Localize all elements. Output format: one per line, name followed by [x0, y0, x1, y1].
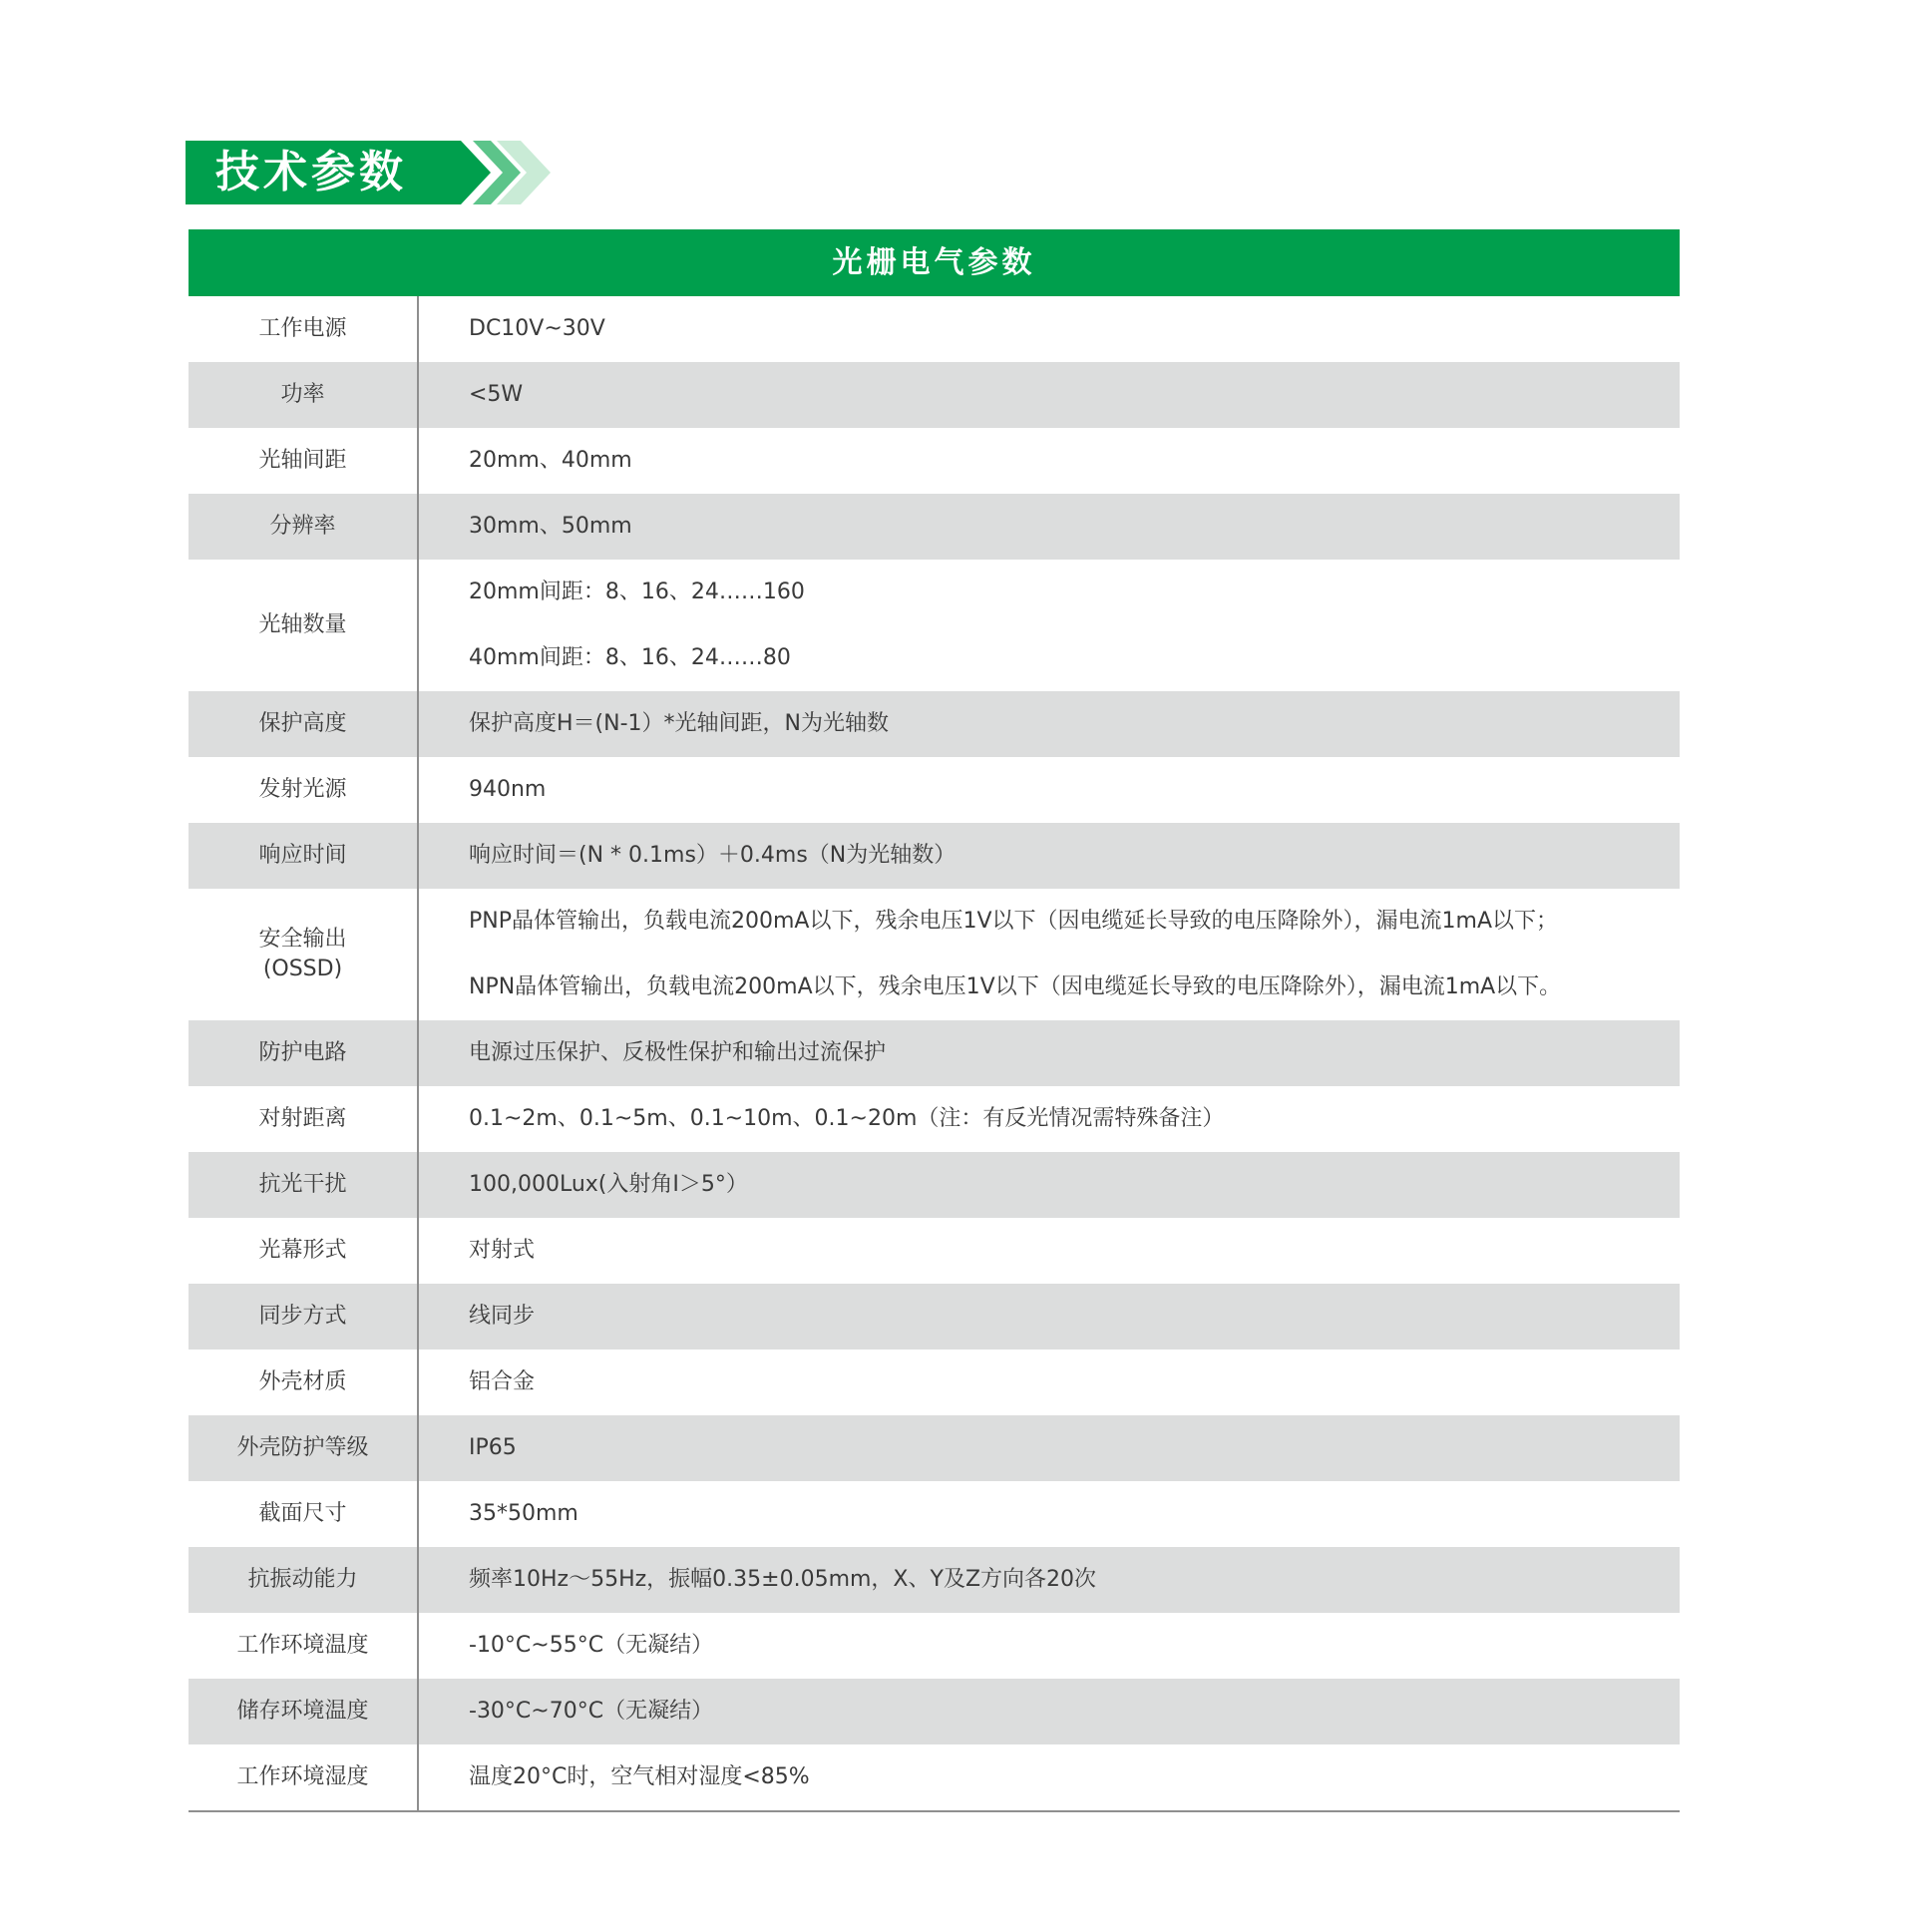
param-value-line: 保护高度H＝(N-1）*光轴间距，N为光轴数 [469, 711, 889, 736]
table-row [189, 362, 1680, 428]
param-label-text [269, 512, 335, 542]
param-label [189, 1152, 419, 1218]
param-label [189, 757, 419, 823]
param-value-line: 响应时间＝(N * 0.1ms）＋0.4ms（N为光轴数） [469, 843, 957, 868]
table-row [189, 1152, 1680, 1218]
param-value-line: 20mm、40mm [469, 448, 632, 473]
table-body [189, 296, 1680, 1810]
param-label-text [258, 1170, 346, 1200]
table-row [189, 296, 1680, 362]
param-value [419, 494, 1680, 560]
param-value [419, 560, 1680, 691]
param-value-line: 电源过压保护、反极性保护和输出过流保护 [469, 1040, 887, 1065]
param-label-text [258, 841, 346, 871]
param-label-line: 储存环境温度 [236, 1699, 369, 1724]
param-label-text [258, 1104, 346, 1134]
param-value [419, 757, 1680, 823]
param-label-text [236, 1697, 368, 1727]
param-label-line: 截面尺寸 [258, 1501, 347, 1526]
param-value [419, 1152, 1680, 1218]
param-label [189, 1086, 419, 1152]
param-label [189, 1020, 419, 1086]
param-label [189, 560, 419, 691]
param-value-line: 线同步 [469, 1304, 536, 1329]
param-label [189, 1284, 419, 1350]
param-label [189, 1613, 419, 1679]
param-value-line: -10°C~55°C（无凝结） [469, 1633, 714, 1658]
table-row [189, 494, 1680, 560]
param-value-line: 频率10Hz～55Hz，振幅0.35±0.05mm，X、Y及Z方向各20次 [469, 1567, 1097, 1592]
param-label-line: 响应时间 [258, 843, 347, 868]
param-value [419, 1284, 1680, 1350]
table-row [189, 1020, 1680, 1086]
param-label-line: 外壳防护等级 [236, 1435, 369, 1460]
table-row [189, 757, 1680, 823]
param-value-line: 35*50mm [469, 1501, 578, 1526]
param-label-line: 对射距离 [258, 1106, 347, 1131]
param-label [189, 296, 419, 362]
param-value-line: 30mm、50mm [469, 514, 632, 539]
table-row [189, 1415, 1680, 1481]
table-row [189, 1350, 1680, 1415]
param-value-line: -30°C~70°C（无凝结） [469, 1699, 714, 1724]
param-label-line: 安全输出 [258, 927, 347, 952]
param-label-line: 工作环境温度 [236, 1633, 369, 1658]
param-label-line: 光轴数量 [258, 612, 347, 637]
table-row [189, 1744, 1680, 1810]
param-label-text [280, 380, 324, 410]
table-row [189, 823, 1680, 889]
param-label [189, 362, 419, 428]
param-value-line: 940nm [469, 777, 547, 802]
section-title: 技术参数 [215, 147, 407, 197]
param-label [189, 494, 419, 560]
param-label-text [258, 1038, 346, 1068]
table-row [189, 1679, 1680, 1744]
param-value [419, 1547, 1680, 1613]
table-row [189, 1547, 1680, 1613]
param-value-line: PNP晶体管输出，负载电流200mA以下，残余电压1V以下（因电缆延长导致的电压降除外），漏电流1mA以下； [469, 909, 1558, 934]
param-label-text [236, 1433, 368, 1463]
param-value [419, 1086, 1680, 1152]
param-label-text [247, 1565, 357, 1595]
param-label-text [258, 709, 346, 739]
param-label-text [258, 775, 346, 805]
param-label [189, 1350, 419, 1415]
param-label-text [258, 1367, 346, 1397]
param-label [189, 1218, 419, 1284]
section-header [186, 141, 555, 204]
param-label-line: 工作环境湿度 [236, 1764, 369, 1789]
param-label-text [258, 446, 346, 476]
param-label-line: 分辨率 [269, 514, 336, 539]
spec-table [189, 229, 1680, 1812]
table-row [189, 691, 1680, 757]
param-label-text [258, 1302, 346, 1332]
table-row [189, 1481, 1680, 1547]
param-value-line: NPN晶体管输出，负载电流200mA以下，残余电压1V以下（因电缆延长导致的电压降除外），漏电流1mA以下。 [469, 974, 1562, 999]
param-value [419, 1481, 1680, 1547]
param-value [419, 428, 1680, 494]
param-value-line: IP65 [469, 1435, 517, 1460]
param-value-line: 对射式 [469, 1238, 536, 1263]
param-label-text [258, 610, 346, 640]
table-title: 光栅电气参数 [189, 229, 1680, 296]
param-label-text [258, 314, 346, 344]
param-label-line: 外壳材质 [258, 1369, 347, 1394]
param-label-line: 光轴间距 [258, 448, 347, 473]
param-value-line: DC10V~30V [469, 316, 605, 341]
table-row [189, 560, 1680, 691]
param-label [189, 823, 419, 889]
param-label-line: 防护电路 [258, 1040, 347, 1065]
table-row [189, 428, 1680, 494]
param-value-line: 100,000Lux(入射角I＞5°） [469, 1172, 748, 1197]
param-value-line: 40mm间距：8、16、24……80 [469, 645, 791, 670]
param-label-line: 发射光源 [258, 777, 347, 802]
param-label [189, 428, 419, 494]
param-label-text [258, 925, 346, 984]
param-label [189, 1547, 419, 1613]
param-value [419, 1744, 1680, 1810]
table-row [189, 1218, 1680, 1284]
param-label-line: 抗振动能力 [247, 1567, 358, 1592]
param-value [419, 1613, 1680, 1679]
param-value-line: <5W [469, 382, 524, 407]
param-label-line: 同步方式 [258, 1304, 347, 1329]
param-label-text [258, 1499, 346, 1529]
param-label [189, 691, 419, 757]
param-label-line: 光幕形式 [258, 1238, 347, 1263]
param-label-line: 功率 [280, 382, 325, 407]
param-value [419, 1020, 1680, 1086]
param-label [189, 1415, 419, 1481]
param-label-line: 保护高度 [258, 711, 347, 736]
param-label [189, 1744, 419, 1810]
param-label [189, 1481, 419, 1547]
param-value [419, 362, 1680, 428]
param-label-text [258, 1236, 346, 1266]
param-label-text [236, 1762, 368, 1792]
param-value [419, 296, 1680, 362]
param-label-line: (OSSD) [262, 957, 343, 981]
table-row [189, 1284, 1680, 1350]
table-row [189, 1613, 1680, 1679]
param-value-line: 铝合金 [469, 1369, 536, 1394]
param-value [419, 691, 1680, 757]
param-value [419, 1218, 1680, 1284]
param-value-line: 温度20°C时，空气相对湿度<85% [469, 1764, 810, 1789]
param-value [419, 1350, 1680, 1415]
table-row [189, 1086, 1680, 1152]
param-label-line: 抗光干扰 [258, 1172, 347, 1197]
param-label [189, 1679, 419, 1744]
param-value-line: 20mm间距：8、16、24……160 [469, 580, 805, 604]
param-value [419, 1679, 1680, 1744]
table-row [189, 889, 1680, 1020]
param-value [419, 889, 1680, 1020]
param-value-line: 0.1~2m、0.1~5m、0.1~10m、0.1~20m（注：有反光情况需特殊备注） [469, 1106, 1225, 1131]
param-value [419, 1415, 1680, 1481]
param-value [419, 823, 1680, 889]
param-label-text [236, 1631, 368, 1661]
param-label-line: 工作电源 [258, 316, 347, 341]
param-label [189, 889, 419, 1020]
